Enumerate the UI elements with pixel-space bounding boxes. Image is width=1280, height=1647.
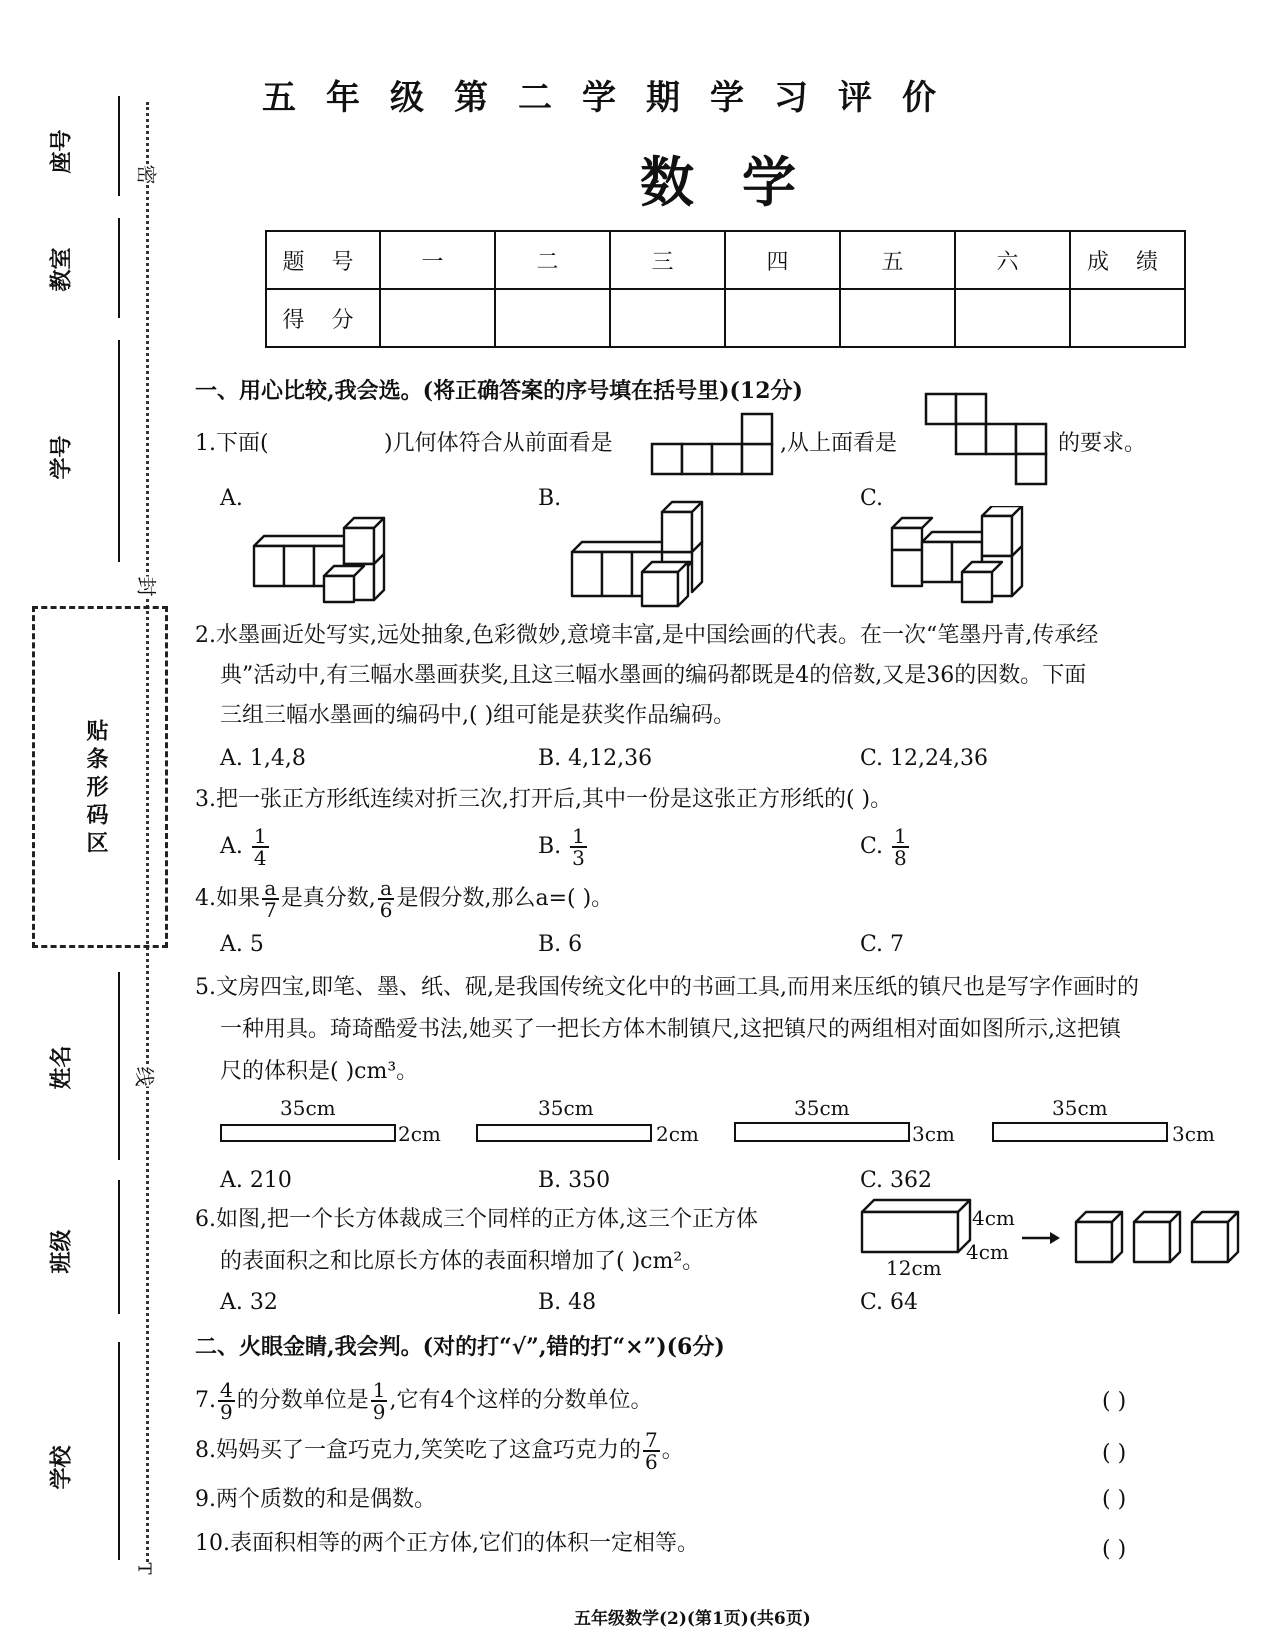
seal-mark-xian: 线 [132,1067,161,1087]
q10-answer-blank[interactable]: ( ) [1102,1537,1127,1562]
fraction-numerator: 1 [253,824,267,848]
q1-option-a[interactable]: A. [220,486,243,511]
cuboid-height: 4cm [972,1206,1015,1230]
front-view-figure [650,412,774,476]
fraction-denominator: 4 [253,846,267,870]
seal-mark-end: T [133,1562,155,1575]
q8-text-a: 8.妈妈买了一盒巧克力,笑笑吃了这盒巧克力的 [195,1438,641,1463]
q3-option-a-fraction [252,826,269,868]
q6-option-c[interactable]: C. 64 [860,1290,919,1315]
cuboid-width: 4cm [966,1240,1009,1264]
score-row-label: 得 分 [266,289,380,347]
fraction-numerator: a [378,878,395,900]
q3-option-b-label: B. [538,834,562,859]
score-cell: 成 绩 [1070,231,1185,289]
fraction-denominator: 8 [894,846,907,870]
q3-option-a[interactable] [220,826,271,868]
q8-answer-blank[interactable]: ( ) [1102,1441,1127,1466]
q3-option-b-fraction [570,826,587,868]
q2-line1: 2.水墨画近处写实,远处抽象,色彩微妙,意境丰富,是中国绘画的代表。在一次“笔墨丹青,传承经 [195,623,1099,648]
q1-option-b[interactable]: B. [538,486,562,511]
q3-option-b[interactable] [538,826,589,868]
fraction-numerator: 4 [220,1378,233,1402]
q7-text-c: ,它有4个这样的分数单位。 [389,1388,653,1413]
q7-fraction-1 [218,1380,235,1422]
fraction-numerator: 1 [372,1378,386,1402]
q5-option-a[interactable]: A. 210 [220,1168,292,1193]
student-id-label: 学号 [48,435,75,480]
class-line [118,1180,120,1314]
q2-option-b[interactable]: B. 4,12,36 [538,746,653,771]
top-view-figure [924,392,1048,488]
q7-text-a: 7. [195,1388,216,1413]
score-input-cell[interactable] [380,289,495,347]
q7-fraction-2 [371,1380,388,1422]
cuboid-length: 12cm [886,1256,942,1280]
barcode-area [32,606,168,948]
q1-text-b: )几何体符合从前面看是 [384,431,613,456]
q4-text-a: 4.如果 [195,886,260,911]
q6-line1: 6.如图,把一个长方体裁成三个同样的正方体,这三个正方体 [195,1207,758,1232]
q4-fraction-1 [262,878,279,920]
q2-line3: 三组三幅水墨画的编码中,( )组可能是获奖作品编码。 [220,703,736,728]
fraction-denominator: 6 [379,898,393,922]
q8-text-b: 。 [661,1438,684,1463]
score-table-header-row [266,231,1185,289]
fraction-denominator: 9 [372,1400,386,1424]
q1-option-c[interactable]: C. [860,486,884,511]
q1-figure-c [890,506,1040,606]
q10-text: 10.表面积相等的两个正方体,它们的体积一定相等。 [195,1531,699,1556]
score-cell: 三 [610,231,725,289]
cuboid-figure [860,1198,980,1258]
score-input-cell[interactable] [1070,289,1185,347]
score-cell: 六 [955,231,1070,289]
q3-option-a-label: A. [220,834,243,859]
q1-figure-b [570,500,730,610]
q2-option-c[interactable]: C. 12,24,36 [860,746,989,771]
student-id-line [118,340,120,562]
score-cell: 一 [380,231,495,289]
ruler-3 [734,1122,910,1142]
name-label: 姓名 [48,1045,75,1090]
fraction-numerator: a [262,878,279,900]
q4-fraction-2 [378,878,395,920]
seal-mark-feng: 封 [134,577,163,597]
score-table [265,230,1186,348]
class-label: 班级 [48,1229,75,1274]
q3-option-c-fraction [892,826,909,868]
ruler-2-length: 35cm [538,1096,594,1120]
score-cell: 五 [840,231,955,289]
school-label: 学校 [48,1445,75,1490]
ruler-4-side: 3cm [1172,1122,1215,1146]
room-label: 教室 [48,247,75,292]
q5-line2: 一种用具。琦琦酷爱书法,她买了一把长方体木制镇尺,这把镇尺的两组相对面如图所示,这把镇 [220,1017,1121,1042]
fraction-denominator: 3 [572,846,585,870]
q4-text-b: 是真分数, [280,886,376,911]
section1-heading: 一、用心比较,我会选。(将正确答案的序号填在括号里)(12分) [195,378,803,404]
score-input-cell[interactable] [495,289,610,347]
q3-option-c-label: C. [860,834,884,859]
ruler-3-side: 3cm [912,1122,955,1146]
q9-answer-blank[interactable]: ( ) [1102,1487,1127,1512]
fraction-denominator: 9 [220,1400,233,1424]
three-cubes-figure [1074,1210,1242,1266]
q8-fraction [643,1430,660,1472]
q6-line2: 的表面积之和比原长方体的表面积增加了( )cm²。 [220,1249,705,1274]
q1-text-a: 1.下面( [195,431,269,456]
q4-option-c[interactable]: C. 7 [860,932,905,957]
q1-text-c: ,从上面看是 [780,431,897,456]
q6-option-a[interactable]: A. 32 [220,1290,278,1315]
fraction-numerator: 7 [645,1428,658,1452]
q3-text: 3.把一张正方形纸连续对折三次,打开后,其中一份是这张正方形纸的( )。 [195,787,893,812]
ruler-3-length: 35cm [794,1096,850,1120]
fraction-denominator: 7 [264,898,277,922]
q6-option-b[interactable]: B. 48 [538,1290,597,1315]
ruler-2 [476,1124,652,1142]
q1-text-d: 的要求。 [1058,431,1147,456]
fraction-numerator: 1 [572,824,585,848]
page-title: 五年级第二学期学习评价 [262,78,966,118]
q4-text-c: 是假分数,那么a=( )。 [396,886,614,911]
arrow-right-icon [1022,1230,1062,1246]
ruler-4 [992,1122,1168,1142]
q4-text [195,878,613,920]
q1-figure-a [252,506,402,606]
seal-mark-mi: 密 [134,165,163,185]
fraction-numerator: 1 [894,824,907,848]
q2-option-a[interactable]: A. 1,4,8 [220,746,306,771]
q5-option-c[interactable]: C. 362 [860,1168,933,1193]
room-line [118,218,120,318]
fraction-denominator: 6 [645,1450,658,1474]
score-cell: 题 号 [266,231,380,289]
ruler-1 [220,1124,396,1142]
subject-title: 数学 [640,150,844,214]
score-input-cell[interactable] [840,289,955,347]
score-table-score-row [266,289,1185,347]
ruler-2-side: 2cm [656,1122,699,1146]
barcode-label: 贴条形码区 [83,719,109,859]
q7-text-b: 的分数单位是 [236,1388,369,1413]
seat-line [118,96,120,196]
score-input-cell[interactable] [725,289,840,347]
q9-text: 9.两个质数的和是偶数。 [195,1487,436,1512]
ruler-1-length: 35cm [280,1096,336,1120]
q5-option-b[interactable]: B. 350 [538,1168,611,1193]
score-cell: 二 [495,231,610,289]
ruler-1-side: 2cm [398,1122,441,1146]
q7-answer-blank[interactable]: ( ) [1102,1389,1127,1414]
q3-option-c[interactable] [860,826,911,868]
name-line [118,972,120,1160]
ruler-4-length: 35cm [1052,1096,1108,1120]
page-footer: 五年级数学(2)(第1页)(共6页) [574,1609,811,1629]
q7-text [195,1380,652,1422]
score-input-cell[interactable] [955,289,1070,347]
school-line [118,1342,120,1560]
q5-line1: 5.文房四宝,即笔、墨、纸、砚,是我国传统文化中的书画工具,而用来压纸的镇尺也是写字作画时的 [195,975,1139,1000]
q8-text [195,1430,684,1472]
q4-option-a[interactable]: A. 5 [220,932,264,957]
score-cell: 四 [725,231,840,289]
seat-label: 座号 [48,129,75,174]
q5-line3: 尺的体积是( )cm³。 [220,1059,419,1084]
score-input-cell[interactable] [610,289,725,347]
section2-heading: 二、火眼金睛,我会判。(对的打“√”,错的打“×”)(6分) [195,1334,725,1360]
q2-line2: 典”活动中,有三幅水墨画获奖,且这三幅水墨画的编码都既是4的倍数,又是36的因数。下面 [220,663,1087,688]
q4-option-b[interactable]: B. 6 [538,932,583,957]
